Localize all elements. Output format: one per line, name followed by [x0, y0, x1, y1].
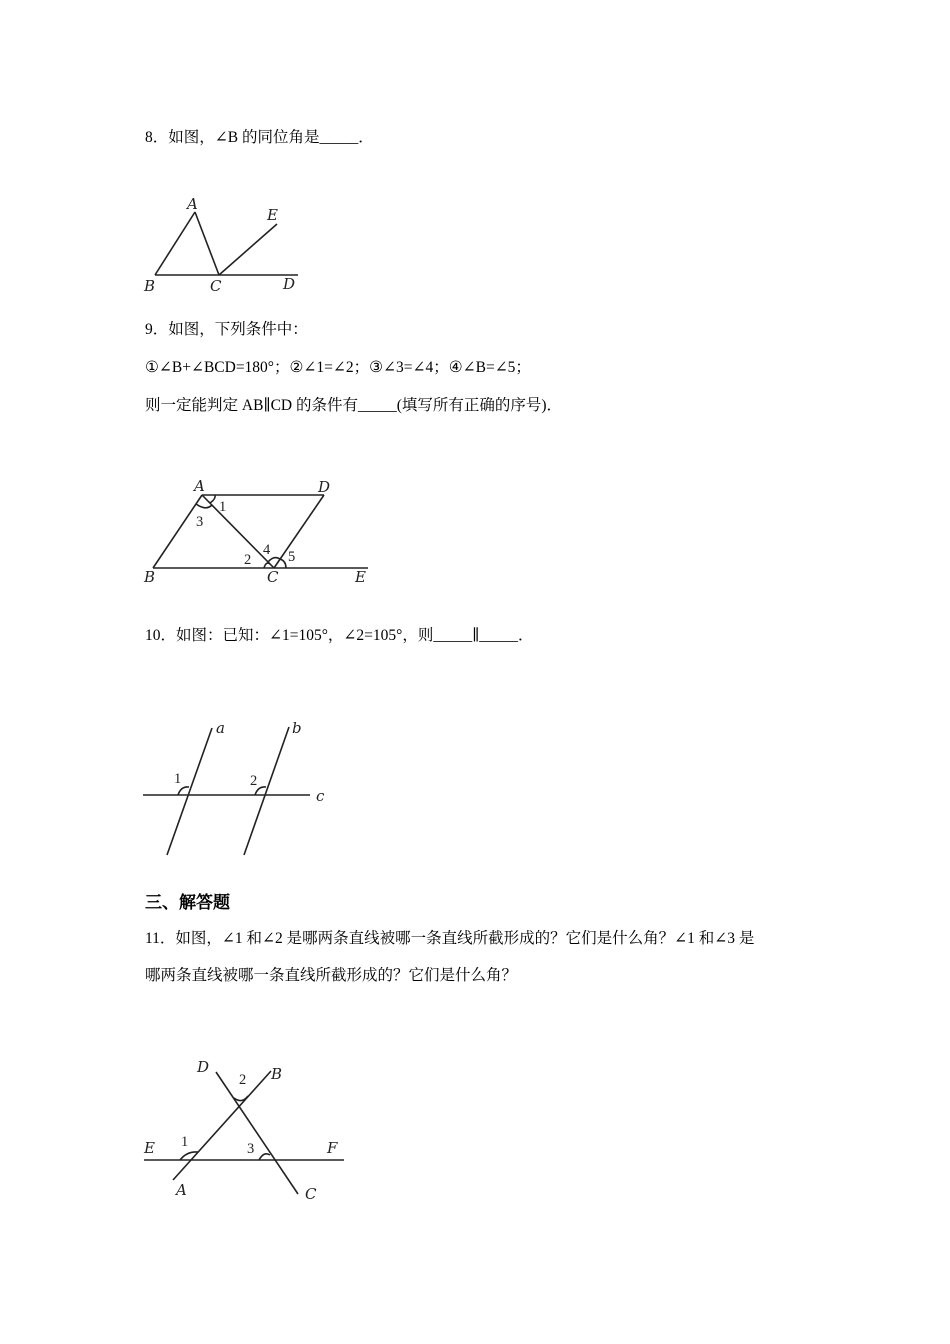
label-angle-4: 4 — [263, 542, 271, 558]
q9-figure — [140, 475, 380, 590]
label-e: E — [267, 206, 278, 224]
line-a — [167, 728, 212, 855]
label-b: b — [292, 719, 302, 737]
label-d: D — [197, 1058, 210, 1076]
label-b: B — [144, 277, 156, 295]
label-d: D — [283, 275, 296, 293]
label-angle-1: 1 — [174, 771, 182, 787]
q11-diagram — [140, 1055, 360, 1205]
label-a: A — [176, 1181, 187, 1199]
line-cd — [274, 495, 324, 568]
label-c: C — [210, 277, 222, 295]
label-e: E — [355, 568, 366, 586]
q8-figure — [140, 195, 310, 295]
line-ab — [173, 1071, 271, 1180]
label-angle-5: 5 — [288, 549, 296, 565]
label-angle-3: 3 — [196, 514, 204, 530]
label-angle-2: 2 — [239, 1072, 247, 1088]
label-b: B — [271, 1065, 283, 1083]
label-a: A — [187, 195, 198, 213]
label-e: E — [144, 1139, 155, 1157]
q11-line2: 哪两条直线被哪一条直线所截形成的？它们是什么角？ — [145, 967, 518, 984]
q9-diagram — [140, 475, 380, 590]
line-b — [244, 727, 289, 855]
label-c: c — [316, 787, 325, 805]
q10-text: 10．如图：已知：∠1=105°，∠2=105°，则_____∥_____． — [145, 627, 534, 644]
line-ab — [153, 495, 202, 568]
q11-figure — [140, 1055, 360, 1205]
line-ce — [219, 224, 277, 275]
label-angle-3: 3 — [247, 1141, 255, 1157]
q8-text: 8．如图，∠B 的同位角是_____． — [145, 129, 374, 146]
label-angle-2: 2 — [250, 773, 258, 789]
arc-angle-3 — [259, 1154, 270, 1160]
line-ba — [155, 212, 195, 275]
arc-angle-1 — [210, 495, 215, 503]
section-title: 三、解答题 — [145, 893, 230, 913]
q9-line2: ①∠B+∠BCD=180°；②∠1=∠2；③∠3=∠4；④∠B=∠5； — [145, 359, 531, 376]
arc-angle-1 — [178, 787, 189, 795]
label-c: C — [267, 568, 279, 586]
label-b: B — [144, 568, 156, 586]
line-dc — [216, 1072, 298, 1194]
q11-line1: 11．如图，∠1 和∠2 是哪两条直线被哪一条直线所截形成的？它们是什么角？∠1 和∠3 是 — [145, 930, 755, 947]
label-angle-1: 1 — [219, 499, 227, 515]
line-ac — [195, 212, 219, 275]
q10-diagram — [140, 715, 340, 860]
arc-angle-3 — [196, 504, 212, 508]
label-angle-2: 2 — [244, 552, 252, 568]
label-a: a — [216, 719, 225, 737]
label-a: A — [194, 477, 205, 495]
q9-line1: 9．如图，下列条件中： — [145, 321, 308, 338]
label-d: D — [318, 478, 331, 496]
q8-diagram — [140, 195, 310, 295]
q9-line3: 则一定能判定 AB∥CD 的条件有_____(填写所有正确的序号)． — [145, 397, 563, 414]
label-c: C — [305, 1185, 317, 1203]
label-angle-1: 1 — [181, 1134, 189, 1150]
arc-angle-5 — [280, 559, 286, 568]
label-f: F — [327, 1139, 338, 1157]
q10-figure — [140, 715, 340, 860]
